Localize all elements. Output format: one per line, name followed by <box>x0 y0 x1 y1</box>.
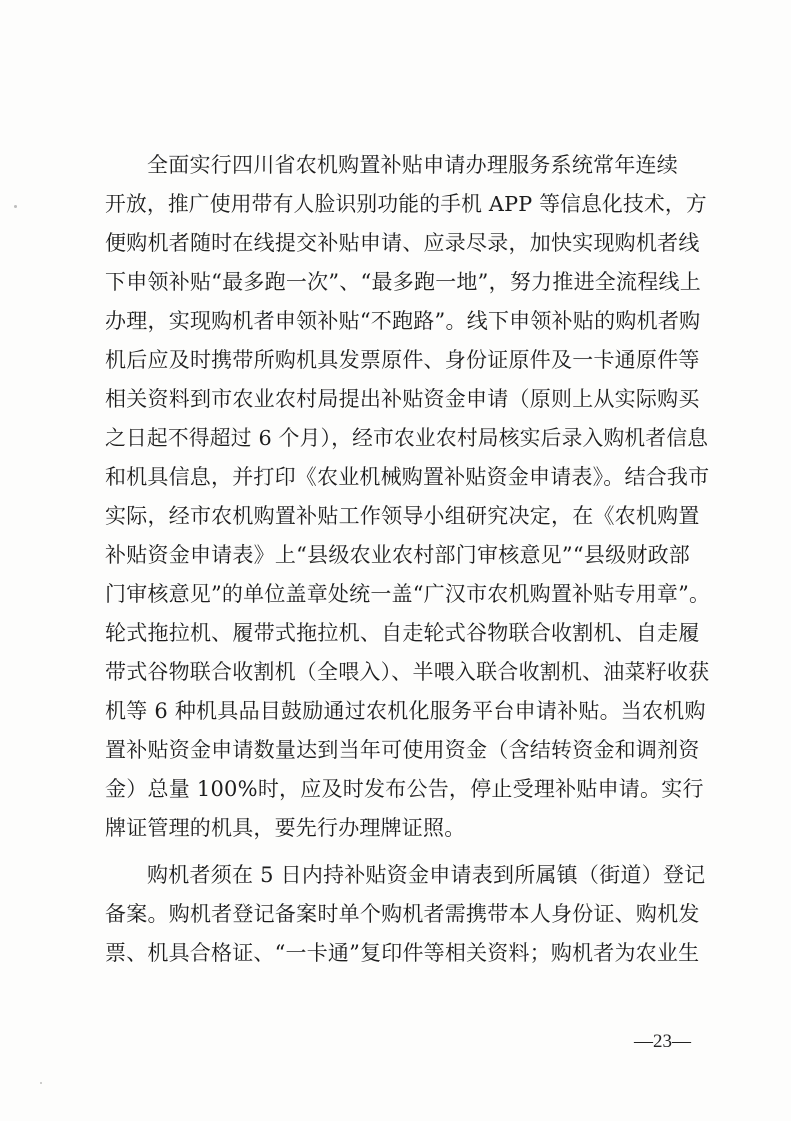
paragraph-2-line-1: 购机者须在 5 日内持补贴资金申请表到所属镇（街道）登记 <box>147 863 706 887</box>
paragraph-1-line-11: 补贴资金申请表》上“县级农业农村部门审核意见”“县级财政部 <box>105 543 691 567</box>
paragraph-2-line-2: 备案。购机者登记备案时单个购机者需携带本人身份证、购机发 <box>105 902 700 926</box>
paragraph-1-line-16: 置补贴资金申请数量达到当年可使用资金（含结转资金和调剂资 <box>105 738 700 762</box>
paragraph-1-line-14: 带式谷物联合收割机（全喂入）、半喂入联合收割机、油菜籽收获 <box>105 660 710 684</box>
body-text <box>105 146 711 973</box>
scan-speck <box>14 205 17 208</box>
page-number: —23— <box>634 1031 691 1052</box>
paragraph-1-line-5: 办理，实现购机者申领补贴“不跑路”。线下申领补贴的购机者购 <box>105 309 701 333</box>
scan-speck <box>40 1082 42 1084</box>
paragraph-1-line-3: 便购机者随时在线提交补贴申请、应录尽录，加快实现购机者线 <box>105 231 700 255</box>
paragraph-1-line-18: 牌证管理的机具，要先行办理牌证照。 <box>105 816 466 840</box>
paragraph-1-line-12: 门审核意见”的单位盖章处统一盖“广汉市农机购置补贴专用章”。 <box>105 582 711 606</box>
paragraph-2-line-3: 票、机具合格证、“一卡通”复印件等相关资料；购机者为农业生 <box>105 941 700 965</box>
paragraph-1-line-9: 和机具信息，并打印《农业机械购置补贴资金申请表》。结合我市 <box>105 465 710 489</box>
paragraph-1-line-7: 相关资料到市农业农村局提出补贴资金申请（原则上从实际购买 <box>105 387 700 411</box>
paragraph-1-line-2: 开放，推广使用带有人脸识别功能的手机 APP 等信息化技术，方 <box>105 192 707 216</box>
paragraph-1-line-10: 实际，经市农机购置补贴工作领导小组研究决定，在《农机购置 <box>105 504 700 528</box>
paragraph-1-line-6: 机后应及时携带所购机具发票原件、身份证原件及一卡通原件等 <box>105 348 700 372</box>
paragraph-1-line-8: 之日起不得超过 6 个月），经市农业农村局核实后录入购机者信息 <box>105 426 709 450</box>
paragraph-1-line-4: 下申领补贴“最多跑一次”、“最多跑一地”，努力推进全流程线上 <box>105 270 701 294</box>
paragraph-1-line-1: 全面实行四川省农机购置补贴申请办理服务系统常年连续 <box>147 153 679 177</box>
paragraph-1-line-13: 轮式拖拉机、履带式拖拉机、自走轮式谷物联合收割机、自走履 <box>105 621 700 645</box>
paragraph-1-line-17: 金）总量 100%时，应及时发布公告，停止受理补贴申请。实行 <box>105 777 704 801</box>
paragraph-1-line-15: 机等 6 种机具品目鼓励通过农机化服务平台申请补贴。当农机购 <box>105 699 706 723</box>
